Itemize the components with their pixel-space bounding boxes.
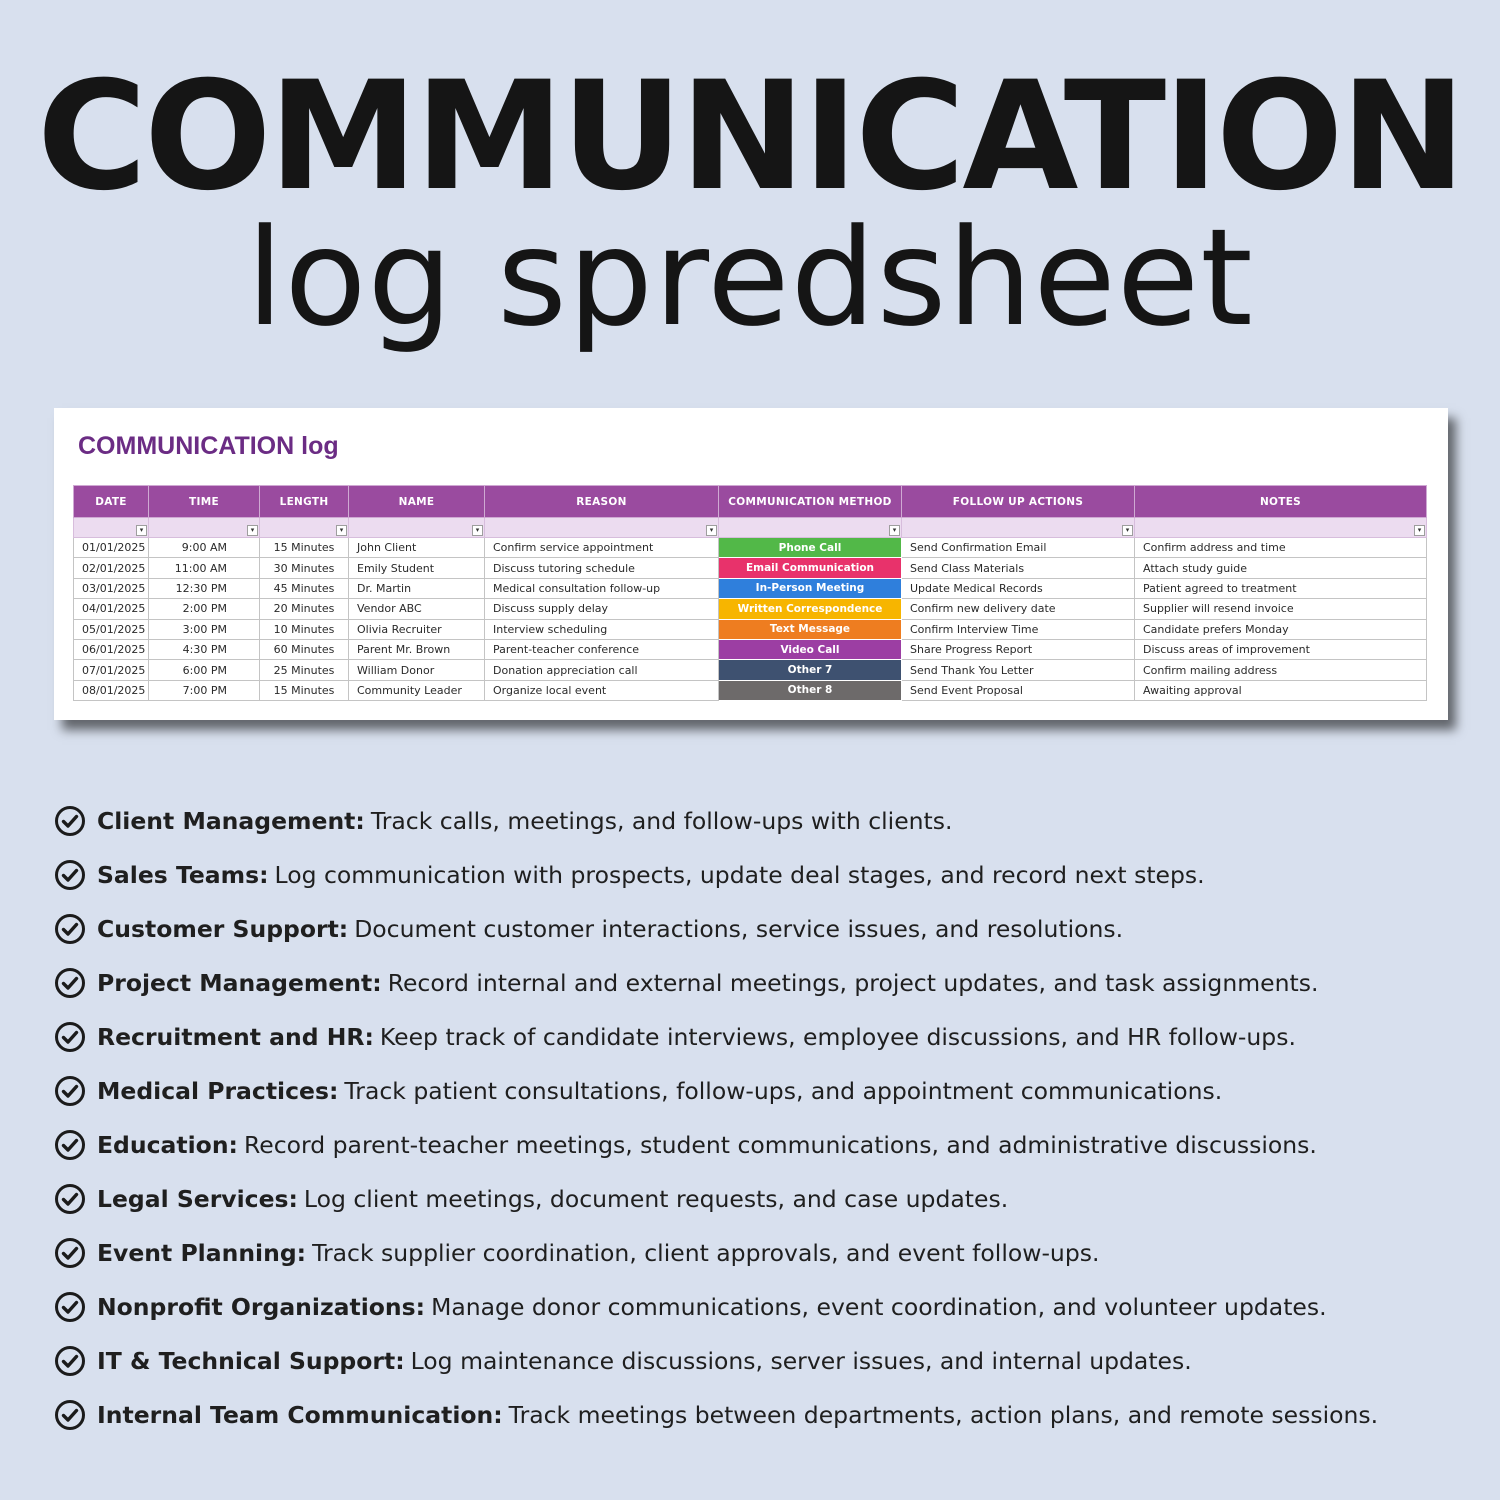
cell-notes[interactable]: Confirm mailing address [1135,660,1427,680]
cell-method-badge[interactable]: Written Correspondence [719,599,902,619]
cell-date[interactable]: 06/01/2025 [74,639,149,659]
cell-method-badge[interactable]: Email Communication [719,558,902,578]
use-case-text: Track meetings between departments, action plans, and remote sessions. [508,1401,1379,1429]
use-case-item [54,848,1474,902]
filter-row [74,518,1427,538]
cell-reason[interactable]: Medical consultation follow-up [485,578,719,598]
check-circle-icon [54,1237,86,1269]
cell-time[interactable]: 11:00 AM [149,558,260,578]
cell-date[interactable]: 05/01/2025 [74,619,149,639]
use-case-text: Track patient consultations, follow-ups, and appointment communications. [344,1077,1223,1105]
use-case-label: Recruitment and HR: [97,1023,374,1051]
column-header-time[interactable]: TIME [149,486,260,518]
use-case-item [54,1280,1474,1334]
filter-dropdown-icon[interactable]: ▾ [136,525,147,536]
table-row[interactable] [74,599,1427,619]
use-case-item [54,1388,1474,1442]
use-case-label: Event Planning: [97,1239,307,1267]
cell-name[interactable]: Vendor ABC [349,599,485,619]
cell-date[interactable]: 01/01/2025 [74,538,149,558]
cell-time[interactable]: 3:00 PM [149,619,260,639]
use-case-item [54,1334,1474,1388]
use-case-text: Track calls, meetings, and follow-ups with clients. [370,807,953,835]
cell-length[interactable]: 15 Minutes [260,680,349,700]
cell-method-badge[interactable]: Video Call [719,639,902,659]
cell-name[interactable]: Community Leader [349,680,485,700]
cell-date[interactable]: 02/01/2025 [74,558,149,578]
use-case-label: Client Management: [97,807,365,835]
use-case-item [54,1064,1474,1118]
cell-name[interactable]: Olivia Recruiter [349,619,485,639]
table-body [74,538,1427,701]
filter-dropdown-icon[interactable]: ▾ [1414,525,1425,536]
check-circle-icon [54,859,86,891]
cell-method-badge[interactable]: Other 7 [719,660,902,680]
cell-notes[interactable]: Confirm address and time [1135,538,1427,558]
cell-time[interactable]: 12:30 PM [149,578,260,598]
spreadsheet-preview [54,408,1448,720]
cell-length[interactable]: 60 Minutes [260,639,349,659]
cell-follow-up[interactable]: Send Event Proposal [902,680,1135,700]
cell-notes[interactable]: Attach study guide [1135,558,1427,578]
hero-title: COMMUNICATION [37,50,1463,224]
cell-notes[interactable]: Candidate prefers Monday [1135,619,1427,639]
check-circle-icon [54,967,86,999]
filter-dropdown-icon[interactable]: ▾ [889,525,900,536]
cell-time[interactable]: 2:00 PM [149,599,260,619]
table-row[interactable] [74,578,1427,598]
cell-method-badge[interactable]: Text Message [719,619,902,639]
filter-cell [485,518,719,538]
cell-time[interactable]: 9:00 AM [149,538,260,558]
cell-length[interactable]: 10 Minutes [260,619,349,639]
check-circle-icon [54,1345,86,1377]
use-case-list [54,794,1474,1442]
use-case-text: Log maintenance discussions, server issues, and internal updates. [410,1347,1192,1375]
filter-cell [1135,518,1427,538]
cell-length[interactable]: 15 Minutes [260,538,349,558]
cell-method-badge[interactable]: Phone Call [719,538,902,558]
table-row[interactable] [74,619,1427,639]
use-case-label: Legal Services: [97,1185,298,1213]
cell-reason[interactable]: Parent-teacher conference [485,639,719,659]
use-case-item [54,794,1474,848]
cell-reason[interactable]: Organize local event [485,680,719,700]
check-circle-icon [54,1291,86,1323]
cell-name[interactable]: William Donor [349,660,485,680]
cell-date[interactable]: 07/01/2025 [74,660,149,680]
column-header-reason[interactable]: REASON [485,486,719,518]
column-header-method[interactable]: COMMUNICATION METHOD [719,486,902,518]
table-row[interactable] [74,680,1427,700]
cell-time[interactable]: 7:00 PM [149,680,260,700]
use-case-text: Document customer interactions, service issues, and resolutions. [354,915,1124,943]
cell-time[interactable]: 6:00 PM [149,660,260,680]
check-circle-icon [54,805,86,837]
filter-dropdown-icon[interactable]: ▾ [1122,525,1133,536]
communication-log-table [73,485,1427,701]
check-circle-icon [54,1399,86,1431]
cell-reason[interactable]: Discuss supply delay [485,599,719,619]
cell-name[interactable]: Dr. Martin [349,578,485,598]
filter-cell [149,518,260,538]
use-case-text: Track supplier coordination, client approvals, and event follow-ups. [312,1239,1100,1267]
use-case-label: Sales Teams: [97,861,269,889]
cell-reason[interactable]: Discuss tutoring schedule [485,558,719,578]
filter-cell [349,518,485,538]
check-circle-icon [54,1075,86,1107]
table-row[interactable] [74,538,1427,558]
cell-method-badge[interactable]: Other 8 [719,680,902,700]
use-case-label: Customer Support: [97,915,349,943]
cell-follow-up[interactable]: Confirm new delivery date [902,599,1135,619]
filter-cell [719,518,902,538]
use-case-text: Log client meetings, document requests, and case updates. [303,1185,1009,1213]
hero-subtitle: log spredsheet [246,200,1254,356]
use-case-text: Record parent-teacher meetings, student communications, and administrative discussions. [243,1131,1317,1159]
use-case-item [54,1118,1474,1172]
filter-dropdown-icon[interactable]: ▾ [336,525,347,536]
use-case-item [54,1172,1474,1226]
cell-date[interactable]: 03/01/2025 [74,578,149,598]
use-case-text: Log communication with prospects, update deal stages, and record next steps. [274,861,1205,889]
cell-date[interactable]: 04/01/2025 [74,599,149,619]
cell-follow-up[interactable]: Send Thank You Letter [902,660,1135,680]
cell-notes[interactable]: Awaiting approval [1135,680,1427,700]
cell-name[interactable]: Parent Mr. Brown [349,639,485,659]
cell-method-badge[interactable]: In-Person Meeting [719,578,902,598]
cell-name[interactable]: Emily Student [349,558,485,578]
header-row [74,486,1427,518]
filter-dropdown-icon[interactable]: ▾ [247,525,258,536]
use-case-label: Medical Practices: [97,1077,339,1105]
filter-cell [74,518,149,538]
use-case-text: Manage donor communications, event coordination, and volunteer updates. [431,1293,1327,1321]
column-header-length[interactable]: LENGTH [260,486,349,518]
cell-notes[interactable]: Patient agreed to treatment [1135,578,1427,598]
cell-follow-up[interactable]: Send Confirmation Email [902,538,1135,558]
cell-length[interactable]: 25 Minutes [260,660,349,680]
column-header-notes[interactable]: NOTES [1135,486,1427,518]
check-circle-icon [54,1021,86,1053]
column-header-date[interactable]: DATE [74,486,149,518]
check-circle-icon [54,913,86,945]
cell-length[interactable]: 20 Minutes [260,599,349,619]
filter-dropdown-icon[interactable]: ▾ [706,525,717,536]
cell-follow-up[interactable]: Confirm Interview Time [902,619,1135,639]
use-case-item [54,1226,1474,1280]
cell-length[interactable]: 30 Minutes [260,558,349,578]
table-row[interactable] [74,660,1427,680]
check-circle-icon [54,1183,86,1215]
filter-dropdown-icon[interactable]: ▾ [472,525,483,536]
table-row[interactable] [74,639,1427,659]
cell-length[interactable]: 45 Minutes [260,578,349,598]
column-header-follow-up[interactable]: FOLLOW UP ACTIONS [902,486,1135,518]
table-row[interactable] [74,558,1427,578]
use-case-label: Internal Team Communication: [97,1401,503,1429]
cell-reason[interactable]: Interview scheduling [485,619,719,639]
cell-notes[interactable]: Discuss areas of improvement [1135,639,1427,659]
cell-follow-up[interactable]: Send Class Materials [902,558,1135,578]
cell-follow-up[interactable]: Update Medical Records [902,578,1135,598]
cell-follow-up[interactable]: Share Progress Report [902,639,1135,659]
use-case-text: Record internal and external meetings, project updates, and task assignments. [387,969,1319,997]
column-header-name[interactable]: NAME [349,486,485,518]
filter-cell [260,518,349,538]
check-circle-icon [54,1129,86,1161]
use-case-item [54,956,1474,1010]
use-case-item [54,1010,1474,1064]
cell-reason[interactable]: Donation appreciation call [485,660,719,680]
cell-notes[interactable]: Supplier will resend invoice [1135,599,1427,619]
cell-time[interactable]: 4:30 PM [149,639,260,659]
cell-name[interactable]: John Client [349,538,485,558]
use-case-item [54,902,1474,956]
use-case-label: IT & Technical Support: [97,1347,405,1375]
cell-date[interactable]: 08/01/2025 [74,680,149,700]
use-case-label: Project Management: [97,969,382,997]
use-case-label: Nonprofit Organizations: [97,1293,426,1321]
sheet-title: COMMUNICATION log [78,432,339,460]
cell-reason[interactable]: Confirm service appointment [485,538,719,558]
use-case-label: Education: [97,1131,238,1159]
use-case-text: Keep track of candidate interviews, employee discussions, and HR follow-ups. [379,1023,1296,1051]
filter-cell [902,518,1135,538]
